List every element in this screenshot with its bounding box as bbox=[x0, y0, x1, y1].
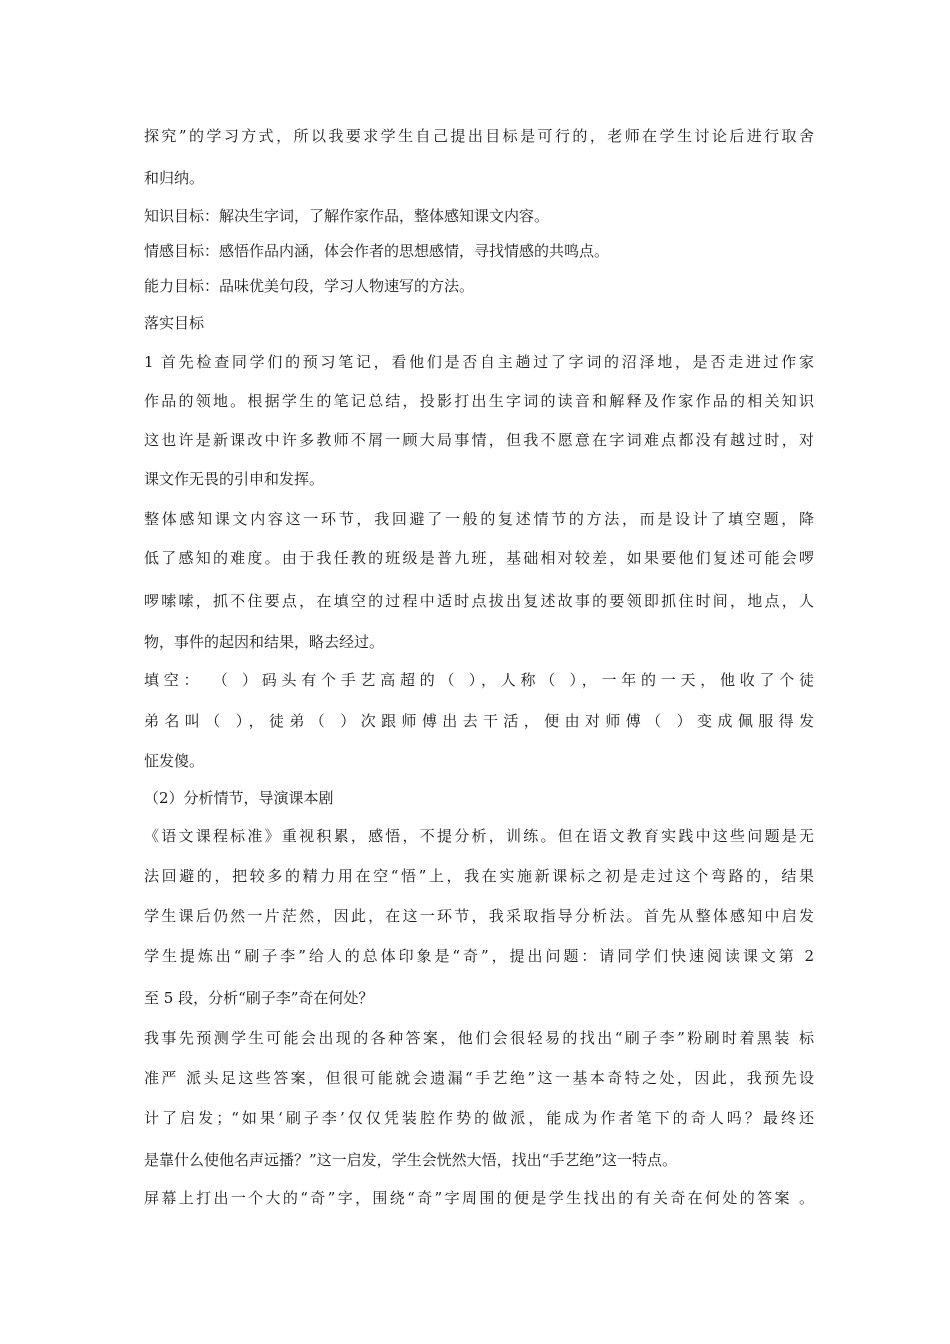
paragraph-line: 法回避的，把较多的精力用在空“悟”上，我在实施新课标之初是走过这个弯路的，结果 bbox=[144, 867, 814, 885]
paragraph-line: 我事先预测学生可能会出现的各种答案，他们会很轻易的找出“刷子李”粉刷时着黑装 标 bbox=[144, 1029, 814, 1047]
paragraph-line: 情感目标：感悟作品内涵，体会作者的思想感情，寻找情感的共鸣点。 bbox=[144, 242, 610, 260]
paragraph-line: 计了启发；“如果‘刷子李’仅仅凭装腔作势的做派，能成为作者笔下的奇人吗？最终还 bbox=[144, 1109, 814, 1127]
paragraph-line: 是靠什么使他名声远播？”这一启发，学生会恍然大悟，找出“手艺绝”这一特点。 bbox=[144, 1151, 678, 1169]
paragraph-line: 学生课后仍然一片茫然，因此，在这一环节，我采取指导分析法。首先从整体感知中启发 bbox=[144, 907, 814, 925]
paragraph-line: 弟名叫（ ），徒弟（ ）次跟师傅出去干活，便由对师傅（ ）变成佩服得发 bbox=[144, 712, 814, 730]
paragraph-line: 探究”的学习方式，所以我要求学生自己提出目标是可行的，老师在学生讨论后进行取舍 bbox=[144, 127, 814, 145]
paragraph-line: （2）分析情节，导演课本剧 bbox=[144, 789, 334, 807]
paragraph-line: 至 5 段，分析“刷子李”奇在何处？ bbox=[144, 989, 374, 1007]
paragraph-line: 知识目标：解决生字词，了解作家作品，整体感知课文内容。 bbox=[144, 207, 550, 225]
paragraph-line: 落实目标 bbox=[144, 314, 205, 332]
paragraph-line: 课文作无畏的引申和发挥。 bbox=[144, 470, 325, 488]
paragraph-line: 和归纳。 bbox=[144, 169, 205, 187]
paragraph-line: 这也许是新课改中许多教师不屑一顾大局事情，但我不愿意在字词难点都没有越过时，对 bbox=[144, 431, 814, 449]
paragraph-line: 怔发傻。 bbox=[144, 752, 205, 770]
paragraph-line: 填空： （ ）码头有个手艺高超的（ ），人称（ ），一年的一天，他收了个徒 bbox=[144, 671, 814, 689]
paragraph-line: 1 首先检查同学们的预习笔记，看他们是否自主趟过了字词的沼泽地，是否走进过作家 bbox=[144, 353, 814, 371]
paragraph-line: 准严 派头足这些答案，但很可能就会遗漏“手艺绝”这一基本奇特之处，因此，我预先设 bbox=[144, 1069, 814, 1087]
paragraph-line: 低了感知的难度。由于我任教的班级是普九班，基础相对较差，如果要他们复述可能会啰 bbox=[144, 549, 814, 567]
paragraph-line: 物，事件的起因和结果，略去经过。 bbox=[144, 633, 385, 651]
paragraph-line: 能力目标：品味优美句段，学习人物速写的方法。 bbox=[144, 277, 475, 295]
paragraph-line: 学生提炼出“刷子李”给人的总体印象是“奇”，提出问题：请同学们快速阅读课文第 2 bbox=[144, 947, 814, 965]
paragraph-line: 啰嗦嗦，抓不住要点，在填空的过程中适时点拔出复述故事的要领即抓住时间，地点，人 bbox=[144, 592, 814, 610]
paragraph-line: 整体感知课文内容这一环节，我回避了一般的复述情节的方法，而是设计了填空题，降 bbox=[144, 510, 814, 528]
paragraph-line: 作品的领地。根据学生的笔记总结，投影打出生字词的读音和解释及作家作品的相关知识 bbox=[144, 392, 814, 410]
paragraph-line: 《语文课程标准》重视积累，感悟，不提分析，训练。但在语文教育实践中这些问题是无 bbox=[144, 827, 814, 845]
paragraph-line: 屏幕上打出一个大的“奇”字，围绕“奇”字周围的便是学生找出的有关奇在何处的答案 。 bbox=[144, 1189, 814, 1207]
